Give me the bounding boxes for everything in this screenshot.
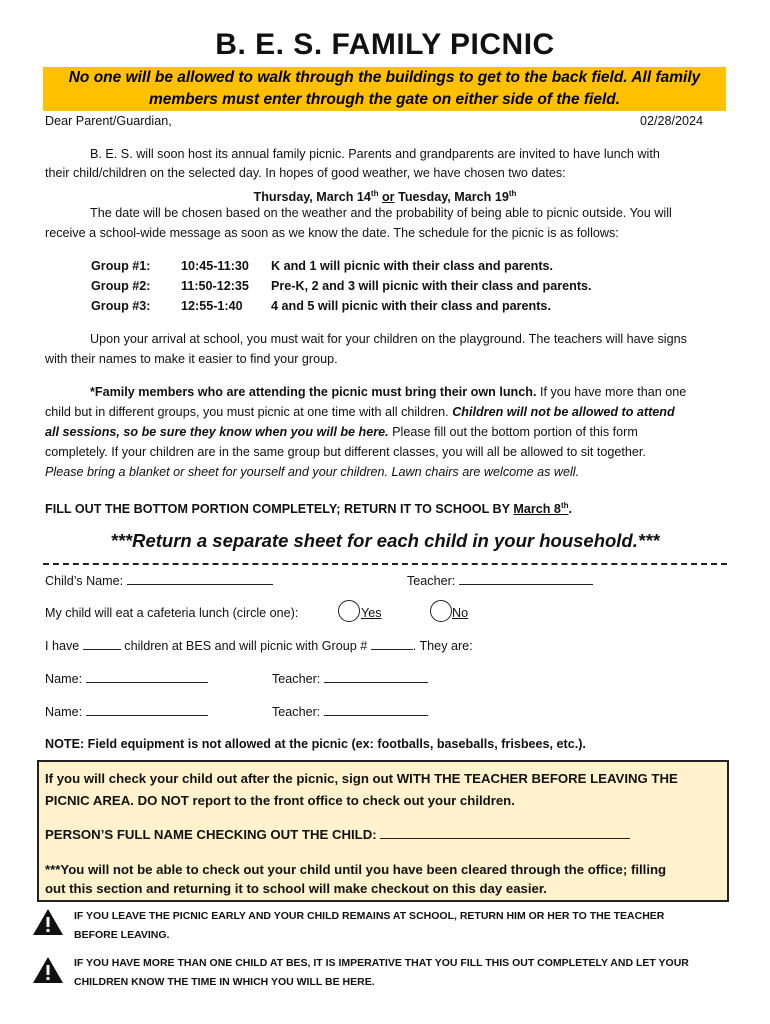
date-second-sup: th — [508, 189, 517, 198]
letter-date: 02/28/2024 — [640, 114, 704, 128]
no-circle-icon[interactable] — [430, 600, 452, 622]
teacher-label: Teacher: — [407, 574, 459, 588]
date-first: Thursday, March 14 — [253, 190, 371, 205]
warning-2-line-1: IF YOU HAVE MORE THAN ONE CHILD AT BES, IT IS IMPERATIVE THAT YOU FILL THIS OUT COMPLETELY AND LET YOUR — [74, 957, 689, 969]
lunch-line-1 — [90, 383, 686, 403]
warning-triangle-icon — [32, 908, 64, 936]
greeting: Dear Parent/Guardian, — [45, 114, 172, 128]
weather-line-1: The date will be chosen based on the weather and the probability of being able to picnic outside. You will — [90, 206, 672, 220]
no-option[interactable]: No — [452, 606, 469, 620]
children-count-field[interactable] — [83, 637, 121, 650]
date-second: Tuesday, March 19 — [398, 190, 509, 205]
group-number-field[interactable] — [371, 637, 413, 650]
group-1-name: Group #1: — [91, 259, 151, 273]
name-row-1: Name: — [45, 670, 208, 690]
checkout-person-label: PERSON’S FULL NAME CHECKING OUT THE CHILD: — [45, 827, 381, 842]
intro-line-2: their child/children on the selected day. In hopes of good weather, we have chosen two dates: — [45, 166, 566, 180]
warning-2-line-2: CHILDREN KNOW THE TIME IN WHICH YOU WILL BE HERE. — [74, 976, 375, 988]
lunch-line-2b: Children will not be allowed to attend — [452, 405, 675, 419]
arrival-line-2: with their names to make it easier to find your group. — [45, 352, 338, 366]
group-1-desc: K and 1 will picnic with their class and parents. — [271, 259, 554, 273]
intro-line-1: B. E. S. will soon host its annual family picnic. Parents and grandparents are invited to have lunch with — [90, 147, 660, 161]
teacher-row-2: Teacher: — [272, 703, 428, 723]
checkout-line-1: If you will check your child out after the picnic, sign out WITH THE TEACHER BEFORE LEAVING THE — [45, 771, 678, 786]
group-3-desc: 4 and 5 will picnic with their class and parents. — [271, 299, 551, 313]
yes-circle-icon[interactable] — [338, 600, 360, 622]
date-first-sup: th — [370, 189, 379, 198]
name-field-2[interactable] — [86, 703, 208, 716]
cut-line — [43, 563, 727, 565]
teacher-field-2[interactable] — [324, 703, 428, 716]
checkout-person-field[interactable] — [380, 824, 630, 839]
lunch-line-4: completely. If your children are in the same group but different classes, you will all be allowed to sit together. — [45, 445, 646, 459]
lunch-line-1-rest: If you have more than one — [536, 385, 687, 399]
child-name-label: Child’s Name: — [45, 574, 127, 588]
warning-1-line-1: IF YOU LEAVE THE PICNIC EARLY AND YOUR CHILD REMAINS AT SCHOOL, RETURN HIM OR HER TO THE TEACHER — [74, 910, 665, 922]
group-2-name: Group #2: — [91, 279, 151, 293]
group-3-time: 12:55-1:40 — [181, 299, 243, 313]
arrival-line-1: Upon your arrival at school, you must wait for your children on the playground. The teachers will have signs — [90, 332, 687, 346]
checkout-line-4: out this section and returning it to school will make checkout on this day easier. — [45, 881, 547, 896]
weather-line-2: receive a school-wide message as soon as we know the date. The schedule for the picnic is as follows: — [45, 226, 619, 240]
checkout-person-row — [45, 824, 630, 846]
lunch-line-3b: Please fill out the bottom portion of this form — [388, 425, 638, 439]
checkout-line-2: PICNIC AREA. DO NOT report to the front office to check out your children. — [45, 793, 515, 808]
lunch-line-3a: all sessions, so be sure they know when you will be here. — [45, 425, 389, 439]
fill-out-instruction: FILL OUT THE BOTTOM PORTION COMPLETELY; RETURN IT TO SCHOOL BY March 8th. — [45, 501, 572, 517]
teacher-row-1: Teacher: — [272, 670, 428, 690]
child-name-row — [45, 572, 273, 592]
lunch-line-2a: child but in different groups, you must picnic at one time with all children. — [45, 405, 453, 419]
lunch-line-2 — [45, 403, 675, 423]
equipment-note: NOTE: Field equipment is not allowed at the picnic (ex: footballs, baseballs, frisbees, etc.). — [45, 737, 586, 751]
checkout-line-3: ***You will not be able to check out your child until you have been cleared through the office; filling — [45, 862, 667, 877]
name-field-1[interactable] — [86, 670, 208, 683]
fill-out-text: FILL OUT THE BOTTOM PORTION COMPLETELY; RETURN IT TO SCHOOL BY — [45, 502, 514, 517]
gate-banner: No one will be allowed to walk through the buildings to get to the back field. All family members must enter through the gate on either side of the field. — [43, 67, 726, 111]
date-or: or — [381, 190, 395, 205]
name-row-2: Name: — [45, 703, 208, 723]
own-lunch-text: *Family members who are attending the picnic must bring their own lunch. — [90, 385, 537, 399]
page-title: B. E. S. FAMILY PICNIC — [215, 28, 555, 61]
teacher-row — [407, 572, 593, 592]
lunch-line-5: Please bring a blanket or sheet for yourself and your children. Lawn chairs are welcome as well. — [45, 465, 580, 479]
teacher-field-1[interactable] — [324, 670, 428, 683]
return-heading: ***Return a separate sheet for each child in your household.*** — [110, 530, 660, 551]
group-3-name: Group #3: — [91, 299, 151, 313]
cafeteria-lunch-label: My child will eat a cafeteria lunch (circle one): — [45, 606, 299, 620]
children-count-row: I have children at BES and will picnic with Group # . They are: — [45, 639, 473, 653]
yes-option[interactable]: Yes — [361, 606, 382, 620]
group-2-desc: Pre-K, 2 and 3 will picnic with their class and parents. — [271, 279, 592, 293]
group-2-time: 11:50-12:35 — [181, 279, 249, 293]
group-1-time: 10:45-11:30 — [181, 259, 249, 273]
lunch-line-3 — [45, 423, 638, 443]
child-name-field[interactable] — [127, 572, 273, 585]
warning-triangle-icon — [32, 956, 64, 984]
fill-out-date: March 8th — [513, 501, 569, 517]
warning-1-line-2: BEFORE LEAVING. — [74, 929, 170, 941]
teacher-field[interactable] — [459, 572, 593, 585]
